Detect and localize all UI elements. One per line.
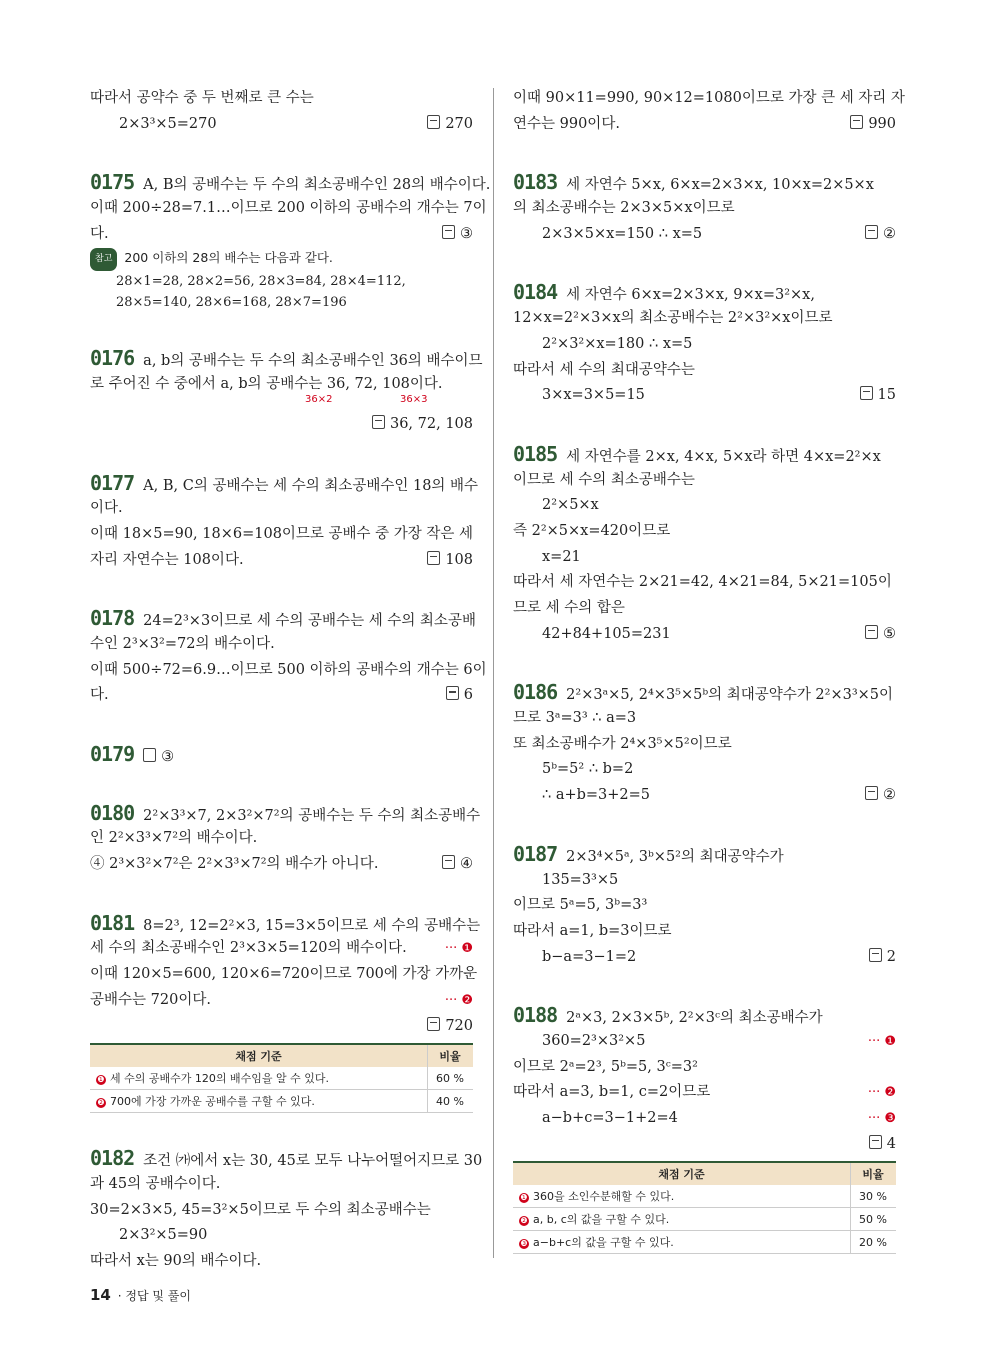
problem-number: 0183	[513, 170, 558, 195]
answer-icon	[143, 748, 156, 762]
answer: 720	[427, 1014, 473, 1040]
answer-icon	[372, 415, 385, 429]
answer-icon	[865, 625, 878, 639]
table-row: ❶ 360을 소인수분해할 수 있다. 30 %	[513, 1185, 896, 1208]
table-row: ❷ 700에 가장 가까운 공배수를 구할 수 있다. 40 %	[90, 1090, 473, 1113]
answer: ④	[442, 852, 473, 878]
problem-0184: 0184 세 자연수 6×x=2×3×x, 9×x=3²×x, 12×x=2²×3×x의 최소공배수는 2²×3²×x이므로 2²×3²×x=180 ∴ x=5 따라서 세 수의 최대공약수는 3×x=3×5=15 15	[513, 280, 896, 408]
answer-icon	[427, 1017, 440, 1031]
answer: ②	[865, 783, 896, 809]
answer: 4	[869, 1132, 896, 1158]
answer: 6	[446, 683, 473, 709]
problem-0186: 0186 2²×3ᵃ×5, 2⁴×3⁵×5ᵇ의 최대공약수가 2²×3³×5이 므로 3ᵃ=3³ ∴ a=3 또 최소공배수가 2⁴×3⁵×5²이므로 5ᵇ=5² ∴ b=2 ∴ a+b=3+2=5 ②	[513, 680, 896, 808]
problem-number: 0187	[513, 841, 558, 866]
problem-number: 0178	[90, 606, 135, 631]
answer-icon	[427, 115, 440, 129]
text-line: 따라서 공약수 중 두 번째로 큰 수는	[90, 90, 314, 106]
answer-icon	[442, 225, 455, 239]
annotation-labels: 36×2 36×3	[305, 393, 428, 405]
answer-icon	[442, 855, 455, 869]
problem-0176: 0176 a, b의 공배수는 두 수의 최소공배수인 36의 배수이므 로 주어진 수 중에서 a, b의 공배수는 36, 72, 108이다. 36×2 36×3 36, 72, 108	[90, 346, 473, 437]
problem-0178: 0178 24=2³×3이므로 세 수의 공배수는 세 수의 최소공배 수인 2³×3²=72의 배수이다. 이때 500÷72=6.9…이므로 500 이하의 공배수의 개수는 6이 다. 6	[90, 606, 473, 709]
problem-number: 0180	[90, 800, 135, 825]
answer-icon	[427, 551, 440, 565]
step-marker: ··· ❷	[867, 1085, 896, 1101]
page-number: 14	[90, 1286, 111, 1304]
problem-number: 0181	[90, 910, 135, 935]
grading-table: 채점 기준 비율 ❶ 세 수의 공배수가 120의 배수임을 알 수 있다. 60 % ❷ 700에 가장 가까운 공배수를 구할 수 있다. 40 %	[90, 1043, 473, 1113]
problem-number: 0188	[513, 1003, 558, 1028]
problem-number: 0176	[90, 346, 135, 371]
problem-0182: 0182 조건 ㈎에서 x는 30, 45로 모두 나누어떨어지므로 30 과 45의 공배수이다. 30=2×3×5, 45=3²×5이므로 두 수의 최소공배수는 2×3²×5=90 따라서 x는 90의 배수이다.	[90, 1146, 483, 1269]
problem-number: 0179	[90, 742, 135, 766]
problem-number: 0185	[513, 441, 558, 466]
problem-0181: 0181 8=2³, 12=2²×3, 15=3×5이므로 세 수의 공배수는 세 수의 최소공배수인 2³×3×5=120의 배수이다. ··· ❶ 이때 120×5=600, 120×6=720이므로 700에 가장 가까운 공배수는 720이다. ··· ❷ 720 채점 기준 비율 ❶ 세 수의 공배수가 120의 배수임을 알 수 있다. 60 % ❷ 700에 가장 가까운 공배수를 구할 수 있다. 40 %	[90, 911, 473, 1113]
note-badge: 참고	[90, 248, 117, 271]
page-footer: 14 · 정답 및 풀이	[90, 1286, 191, 1304]
answer: 270	[427, 112, 473, 138]
answer-icon	[446, 686, 459, 700]
problem-0187: 0187 2×3⁴×5ᵃ, 3ᵇ×5²의 최대공약수가 135=3³×5 이므로 5ᵃ=5, 3ᵇ=3³ 따라서 a=1, b=3이므로 b−a=3−1=2 2	[513, 842, 896, 970]
step-marker: ··· ❷	[444, 992, 473, 1008]
answer-icon	[865, 786, 878, 800]
problem-0180: 0180 2²×3³×7, 2×3²×7²의 공배수는 두 수의 최소공배수 인 2²×3³×7²의 배수이다. ④ 2³×3²×7²은 2²×3³×7²의 배수가 아니다. ④	[90, 801, 473, 878]
answer: 36, 72, 108	[372, 412, 473, 438]
problem-number: 0177	[90, 470, 135, 495]
problem-number: 0175	[90, 170, 135, 195]
left-column	[90, 86, 491, 1275]
step-marker: ··· ❸	[867, 1111, 896, 1126]
answer-icon	[865, 225, 878, 239]
step-marker: ··· ❶	[867, 1033, 896, 1049]
answer: ③	[442, 222, 473, 248]
problem-0175: 0175 A, B의 공배수는 두 수의 최소공배수인 28의 배수이다. 이때 200÷28=7.1…이므로 200 이하의 공배수의 개수는 7이 다. ③ 참고 200 이하의 28의 배수는 다음과 같다. 28×1=28, 28×2=56, 28×3=84, 28×4=112, 28×5=140, 28×6=168, 28×7=196	[90, 170, 491, 311]
table-row: ❷ a, b, c의 값을 구할 수 있다. 50 %	[513, 1208, 896, 1231]
problem-0188: 0188 2ᵃ×3, 2×3×5ᵇ, 2²×3ᶜ의 최소공배수가 360=2³×3²×5 ··· ❶ 이므로 2ᵃ=2³, 5ᵇ=5, 3ᶜ=3² 따라서 a=3, b=1, c=2이므로 ··· ❷ a−b+c=3−1+2=4 ··· ❸ 4 채점 기준 비율 ❶ 360을 소인수분해할 수 있다. 30 % ❷ a, b, c의 값을 구할 수 있다. 50 % ❸ a−b+c의 값을 구할 수 있다. 20 %	[513, 1003, 896, 1254]
answer: 990	[850, 112, 896, 138]
answer-icon	[850, 115, 863, 129]
answer: ②	[865, 222, 896, 248]
problem-number: 0182	[90, 1146, 135, 1171]
column-divider	[493, 88, 494, 1258]
right-column: 이때 90×11=990, 90×12=1080이므로 가장 큰 세 자리 자 연수는 990이다. 990 0183 세 자연수 5×x, 6×x=2×3×x, 10×x=2×5×x 의 최소공배수는 2×3×5×x이므로 2×3×5×x=150 ∴ x=5 ② 0184 세 자연수 6×x=2×3×x, 9×x=3²×x, 12×x=2²×3×x의 최소공배수는 2²×3²×x이므로 2²×3²×x=180 ∴ x=5 따라서 세 수의 최대공약수는 3×x=3×5=15 15 0185 세 자연수를 2×x, 4×x, 5×x라 하면 4×x=2²×x 이므로 세 수의 최소공배수는 2²×5×x 즉 2²×5×x=420이므로 x=21 따라서 세 자연수는 2×21=42, 4×21=84, 5×21=105이 므로 세 수의 합은 42+84+105=231 ⑤ 0186 2²×3ᵃ×5, 2⁴×3⁵×5ᵇ의 최대공약수가 2²×3³×5이 므로 3ᵃ=3³ ∴ a=3 또 최소공배수가 2⁴×3⁵×5²이므로 5ᵇ=5² ∴ b=2 ∴ a+b=3+2=5 ② 0187 2×3⁴×5ᵃ, 3ᵇ×5²의 최대공약수가 135=3³×5 이므로 5ᵃ=5, 3ᵇ=3³ 따라서 a=1, b=3이므로 b−a=3−1=2 2 0188 2ᵃ×3, 2×3×5ᵇ, 2²×3ᶜ의 최소공배수가 360=2³×3²×5 ··· ❶ 이므로 2ᵃ=2³, 5ᵇ=5, 3ᶜ=3² 따라서 a=3, b=1, c=2이므로 ··· ❷ a−b+c=3−1+2=4 ··· ❸ 4 채점 기준 비율 ❶ 360을 소인수분해할 수 있다. 30 % ❷ a, b, c의 값을 구할 수 있다. 50 % ❸ a−b+c의 값을 구할 수 있다. 20 %	[513, 86, 896, 1254]
table-row: ❶ 세 수의 공배수가 120의 배수임을 알 수 있다. 60 %	[90, 1067, 473, 1090]
answer: ⑤	[865, 622, 896, 648]
answer-icon	[860, 386, 873, 400]
problem-0177: 0177 A, B, C의 공배수는 세 수의 최소공배수인 18의 배수 이다. 이때 18×5=90, 18×6=108이므로 공배수 중 가장 작은 세 자리 자연수는 108이다. 108	[90, 471, 473, 574]
problem-0179: 0179 ③	[90, 742, 175, 766]
step-marker: ··· ❶	[444, 941, 473, 957]
problem-number: 0186	[513, 680, 558, 705]
answer-icon	[869, 1135, 882, 1149]
table-row: ❸ a−b+c의 값을 구할 수 있다. 20 %	[513, 1231, 896, 1254]
answer-icon	[869, 948, 882, 962]
problem-0185: 0185 세 자연수를 2×x, 4×x, 5×x라 하면 4×x=2²×x 이므로 세 수의 최소공배수는 2²×5×x 즉 2²×5×x=420이므로 x=21 따라서 세 자연수는 2×21=42, 4×21=84, 5×21=105이 므로 세 수의 합은 42+84+105=231 ⑤	[513, 442, 896, 648]
reference-note: 참고 200 이하의 28의 배수는 다음과 같다.	[90, 247, 473, 271]
grading-table: 채점 기준 비율 ❶ 360을 소인수분해할 수 있다. 30 % ❷ a, b, c의 값을 구할 수 있다. 50 % ❸ a−b+c의 값을 구할 수 있다. 20 %	[513, 1161, 896, 1254]
answer: 108	[427, 548, 473, 574]
text-line: 2×3³×5=270 270	[90, 112, 473, 138]
problem-number: 0184	[513, 280, 558, 305]
problem-0183: 0183 세 자연수 5×x, 6×x=2×3×x, 10×x=2×5×x 의 최소공배수는 2×3×5×x이므로 2×3×5×x=150 ∴ x=5 ②	[513, 170, 896, 247]
answer: 2	[869, 945, 896, 971]
answer: 15	[860, 383, 896, 409]
footer-title: 정답 및 풀이	[125, 1289, 191, 1303]
